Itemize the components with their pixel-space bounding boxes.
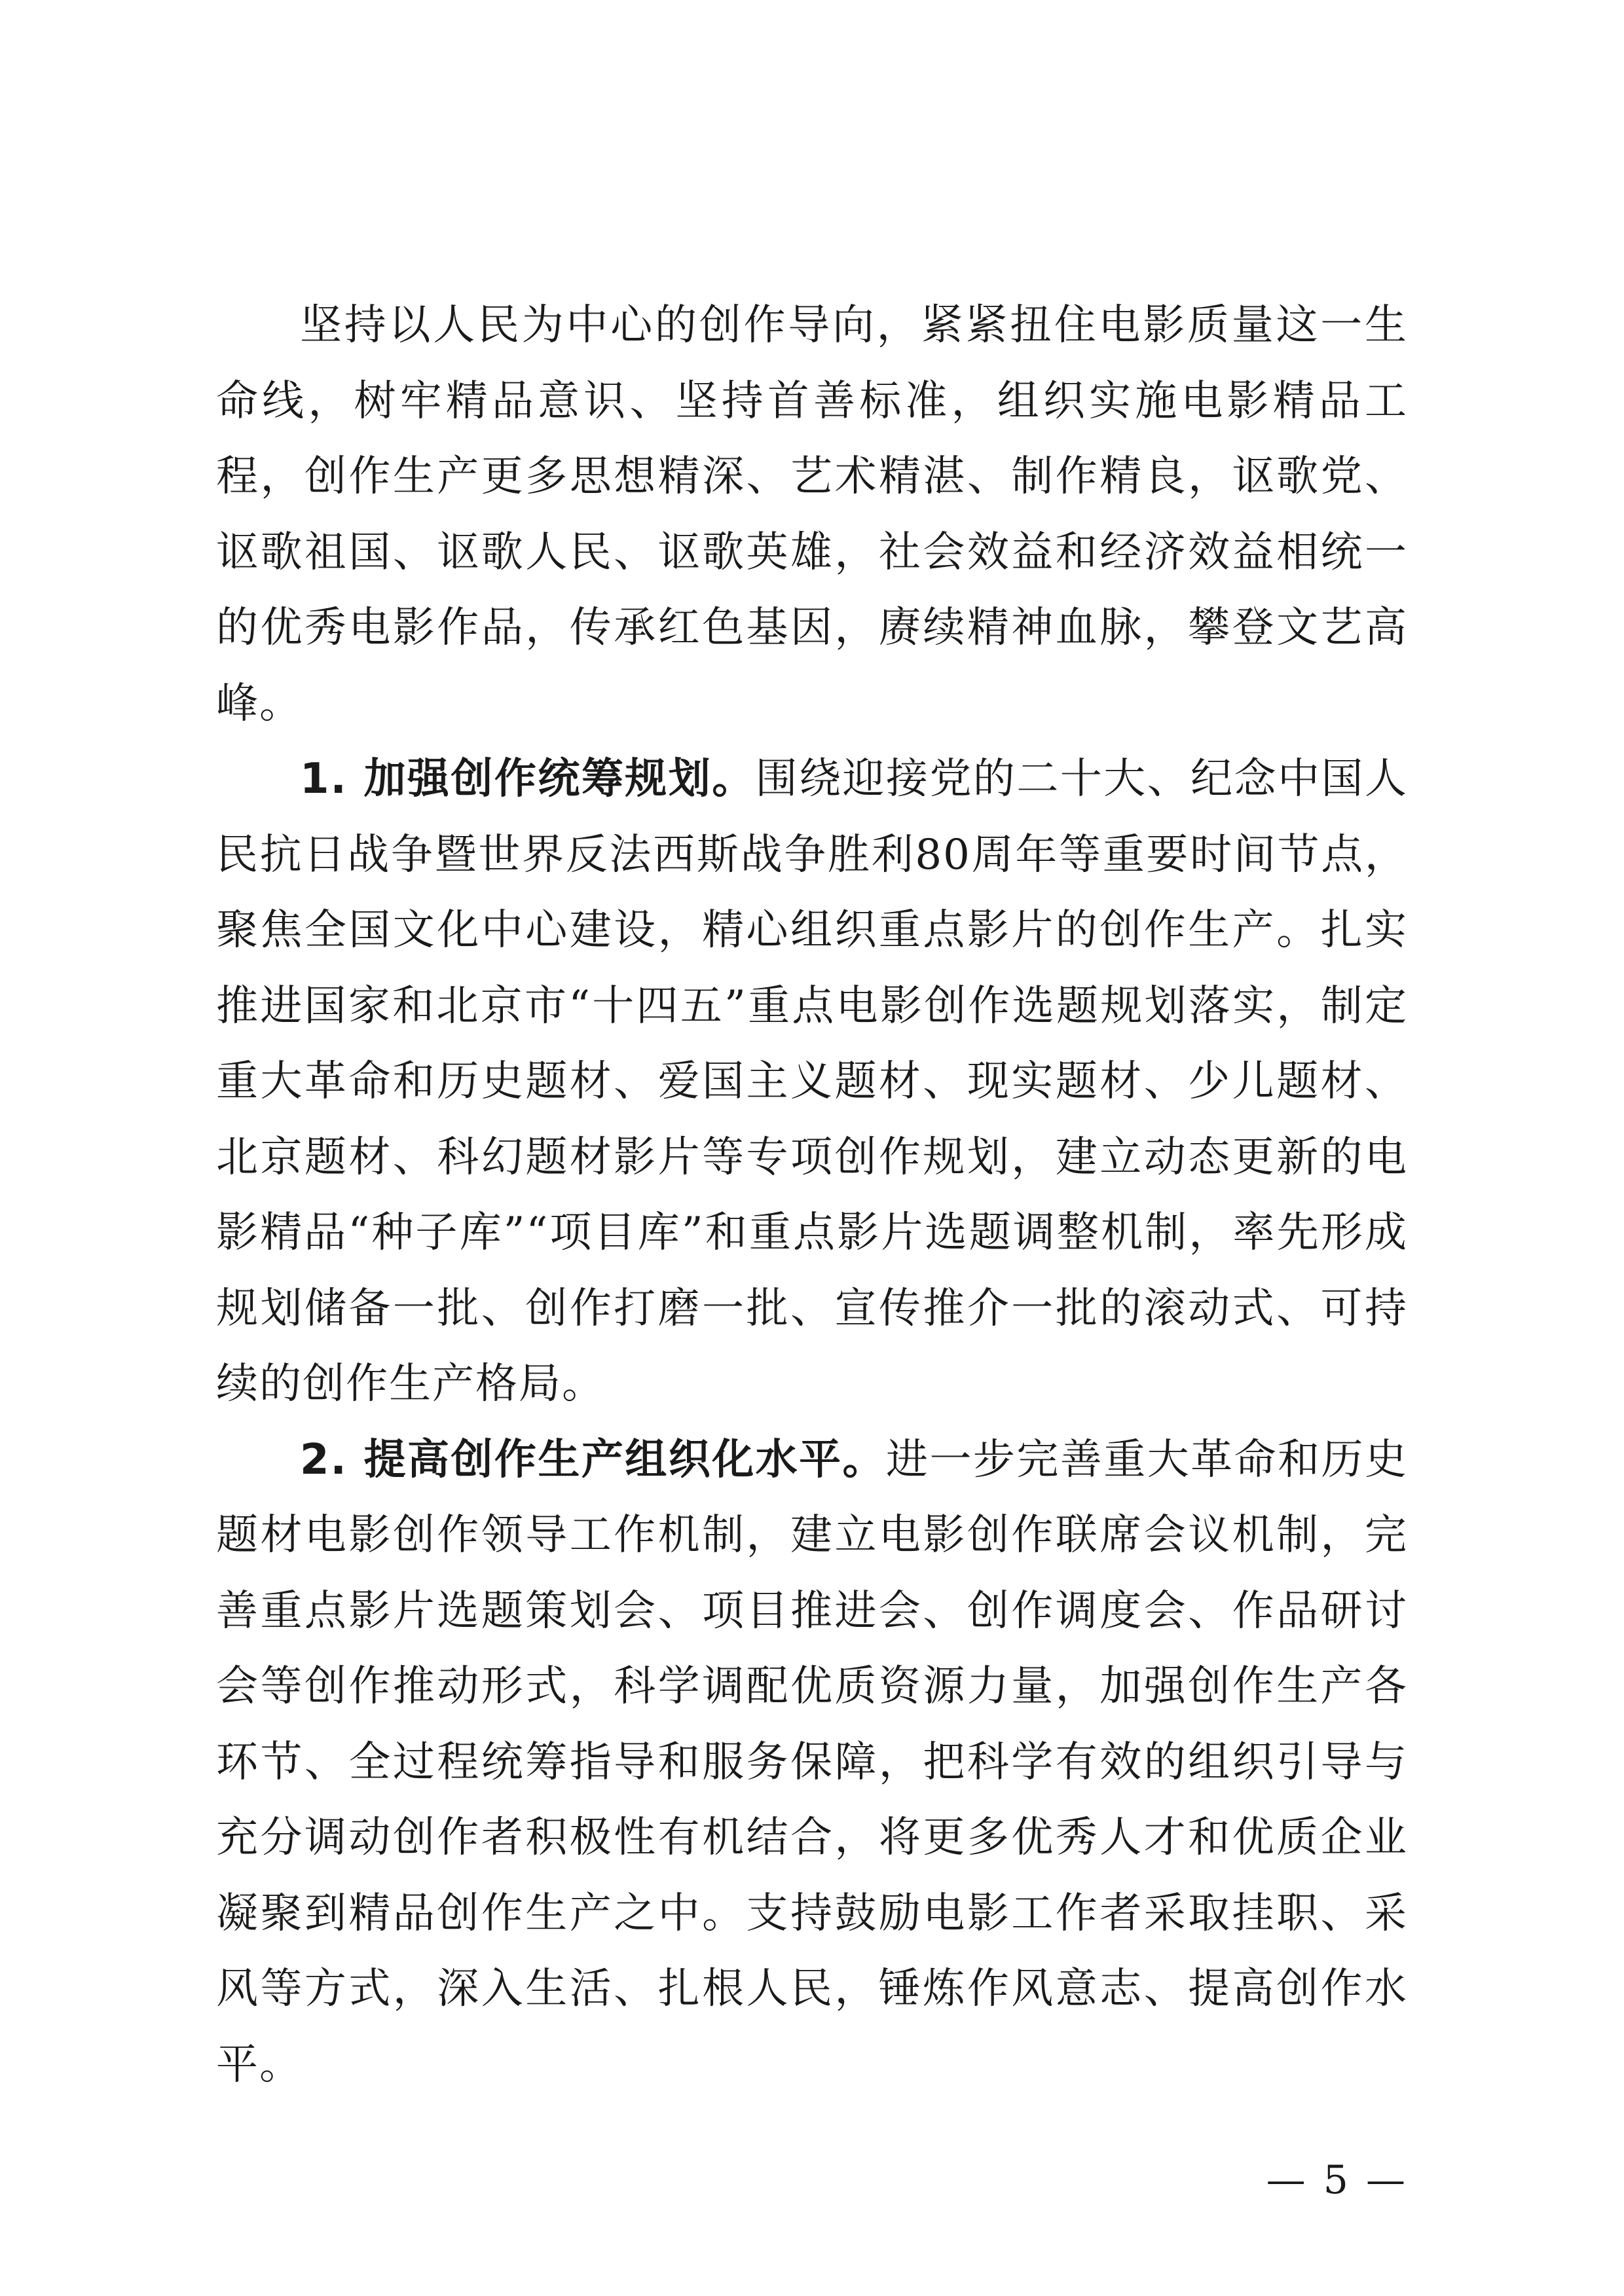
paragraph-text: 围绕迎接党的二十大、纪念中国人民抗日战争暨世界反法西斯战争胜利80周年等重要时间节点，聚焦全国文化中心建设，精心组织重点影片的创作生产。扎实推进国家和北京市“十四五”重点电影创作选题规划落实，制定重大革命和历史题材、爱国主义题材、现实题材、少儿题材、北京题材、科幻题材影片等专项创作规划，建立动态更新的电影精品“种子库”“项目库”和重点影片选题调整机制，率先形成规划储备一批、创作打磨一批、宣传推介一批的滚动式、可持续的创作生产格局。 — [216, 755, 1408, 1408]
paragraph-organization — [216, 1423, 1408, 2104]
paragraph-lead: 2. 提高创作生产组织化水平。 — [300, 1435, 887, 1484]
paragraph-lead: 1. 加强创作统筹规划。 — [300, 755, 756, 803]
paragraph-intro — [216, 288, 1408, 742]
paragraph-text: 进一步完善重大革命和历史题材电影创作领导工作机制，建立电影创作联席会议机制，完善重点影片选题策划会、项目推进会、创作调度会、作品研讨会等创作推动形式，科学调配优质资源力量，加强创作生产各环节、全过程统筹指导和服务保障，把科学有效的组织引导与充分调动创作者积极性有机结合，将更多优秀人才和优质企业凝聚到精品创作生产之中。支持鼓励电影工作者采取挂职、采风等方式，深入生活、扎根人民，锤炼作风意志、提高创作水平。 — [216, 1435, 1408, 2089]
paragraph-text: 坚持以人民为中心的创作导向，紧紧扭住电影质量这一生命线，树牢精品意识、坚持首善标准，组织实施电影精品工程，创作生产更多思想精深、艺术精湛、制作精良，讴歌党、讴歌祖国、讴歌人民、讴歌英雄，社会效益和经济效益相统一的优秀电影作品，传承红色基因，赓续精神血脉，攀登文艺高峰。 — [216, 301, 1408, 728]
body-text — [216, 288, 1408, 2103]
page-number: — 5 — — [1266, 2157, 1408, 2203]
paragraph-planning — [216, 742, 1408, 1423]
